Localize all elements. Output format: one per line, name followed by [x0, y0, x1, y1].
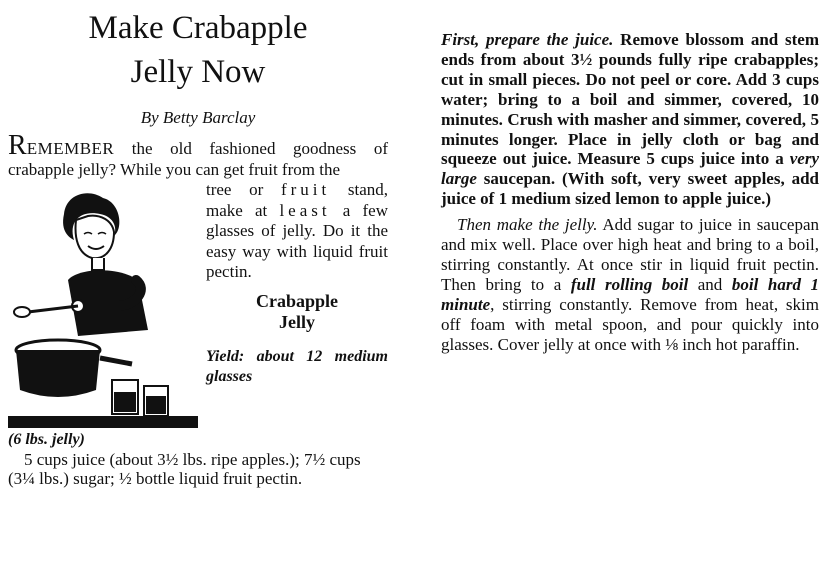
intro-paragraph-top: [8, 130, 388, 180]
directions-step-1: [441, 30, 819, 209]
recipe-yield-weight: (6 lbs. jelly): [8, 431, 85, 448]
recipe-ingredients: 5 cups juice (about 3½ lbs. ripe apples.); 7½ cups (3¼ lbs.) sugar; ½ bottle liquid fruit pectin.: [8, 450, 361, 488]
intro-text-1: the old fashioned goodness of crabapple jelly? While you can get fruit from the: [8, 139, 388, 179]
step-2-text: Add sugar to juice in saucepan and mix well. Place over high heat and bring to a boil, stirring constantly. At once stir in liquid fruit pectin. Then bring to a: [441, 215, 819, 294]
recipe-yield: Yield: about 12 medium glasses: [206, 347, 388, 385]
step-1-lead: First, prepare the juice.: [441, 30, 614, 49]
intro-word-fruit: fruit: [280, 180, 331, 199]
step-2-boil-hard: boil hard 1 minute: [441, 274, 820, 314]
step-1-text-2: saucepan. (With soft, very sweet apples, add juice of 1 medium sized lemon to apple juice.): [441, 169, 819, 209]
intro-word-least: least: [279, 200, 331, 220]
title-line-1: Make Crabapple: [88, 10, 308, 46]
byline: By Betty Barclay: [140, 108, 256, 127]
step-1-very-large: very large: [441, 149, 819, 189]
step-2-and: and: [688, 274, 732, 294]
woman-cooking-illustration: [8, 180, 198, 430]
intro-text-2c: a few glasses of jelly. Do it the easy way with liquid fruit pectin.: [206, 200, 388, 281]
right-column: [441, 30, 819, 355]
illustration-svg: [8, 180, 198, 430]
step-2-lead: Then make the jelly.: [457, 215, 598, 235]
recipe-title-line-1: Crabapple: [255, 290, 338, 311]
intro-wrap: [8, 180, 388, 488]
drop-cap: R: [8, 130, 27, 161]
article-title: [8, 6, 388, 94]
step-1-text: Remove blossom and stem ends from about 3½ pounds fully ripe crabapples; cut in small pieces. Do not peel or core. Add 3 cups water; bring to a boil and simmer, covered, 10 minutes. Crush with masher and simmer, covered, 5 minutes longer. Place in jelly cloth or bag and squeeze out juice. Measure 5 cups juice into a: [441, 30, 819, 169]
directions-step-2: [441, 215, 819, 354]
title-line-2: Jelly Now: [130, 54, 266, 90]
step-2-full-rolling-boil: full rolling boil: [570, 274, 689, 294]
intro-text-2b: stand, make at: [206, 180, 388, 220]
intro-text-2a: tree or: [206, 180, 281, 199]
step-2-text-2: , stirring constantly. Remove from heat, skim off foam with metal spoon, and pour quickly into glasses. Cover jelly at once with ⅛ inch hot paraffin.: [441, 294, 819, 354]
left-column: [8, 6, 388, 488]
lead-word: EMEMBER: [26, 139, 115, 158]
recipe-title-line-2: Jelly: [279, 311, 315, 332]
